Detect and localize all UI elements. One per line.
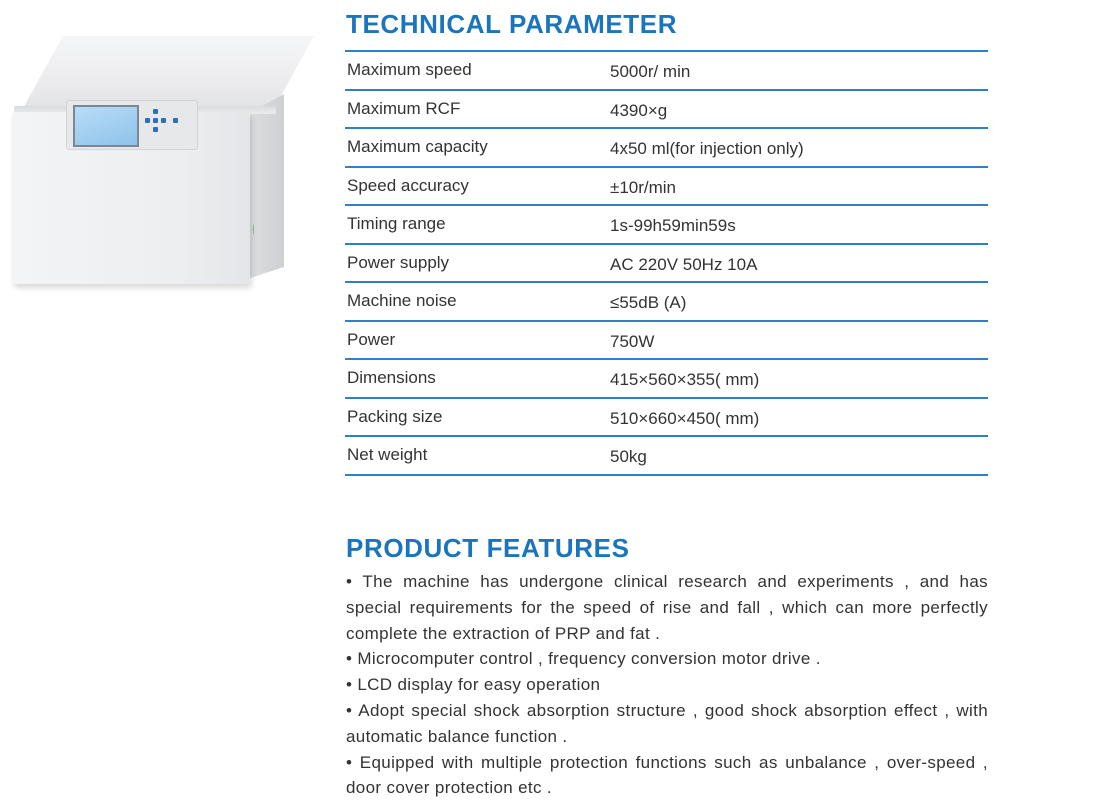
param-label: Net weight — [347, 445, 428, 464]
param-value: 50kg — [610, 447, 647, 466]
param-label: Speed accuracy — [347, 175, 469, 195]
product-features-list — [346, 569, 988, 801]
table-row — [345, 283, 988, 322]
control-panel — [66, 100, 198, 150]
centrifuge-product-image — [10, 34, 306, 259]
param-label: Dimensions — [347, 368, 436, 387]
param-value: 510×660×450( mm) — [610, 408, 760, 428]
param-value: ≤55dB (A) — [610, 293, 687, 312]
key-center-icon — [153, 118, 158, 123]
key-up-icon — [153, 109, 158, 114]
table-row — [345, 360, 988, 399]
product-features-title: PRODUCT FEATURES — [346, 533, 630, 563]
centrifuge-lid — [22, 36, 314, 110]
table-row — [345, 168, 988, 207]
table-row — [345, 245, 988, 284]
table-row — [345, 437, 988, 476]
table-row — [345, 52, 988, 91]
param-value: 415×560×355( mm) — [610, 370, 760, 389]
key-left-icon — [145, 118, 150, 123]
feature-item: • LCD display for easy operation — [346, 675, 601, 695]
side-logo-mark: ⸡ — [250, 224, 255, 234]
param-label: Maximum speed — [347, 60, 472, 79]
param-value: ±10r/min — [610, 177, 677, 197]
lcd-screen — [73, 105, 139, 147]
feature-item: • Equipped with multiple protection functions such as unbalance , over-speed , door cover protection etc . — [346, 752, 988, 798]
param-label: Maximum RCF — [347, 98, 461, 118]
param-value: 1s-99h59min59s — [610, 216, 736, 235]
param-label: Power supply — [347, 252, 450, 272]
centrifuge-side-panel — [250, 94, 284, 278]
table-row — [345, 129, 988, 168]
feature-item: • The machine has undergone clinical research and experiments , and has special requirements for the speed of rise and fall , which can more perfectly complete the extraction of PRP and fat . — [346, 572, 988, 643]
param-label: Packing size — [347, 406, 443, 426]
key-down-icon — [153, 127, 158, 132]
param-value: AC 220V 50Hz 10A — [610, 254, 758, 274]
param-label: Power — [347, 329, 396, 349]
param-value: 5000r/ min — [610, 62, 691, 81]
param-label: Maximum capacity — [347, 137, 488, 156]
table-row — [345, 206, 988, 245]
param-label: Machine noise — [347, 291, 457, 310]
table-row — [345, 399, 988, 438]
param-value: 4390×g — [610, 100, 668, 120]
param-label: Timing range — [347, 214, 446, 233]
param-value: 4x50 ml(for injection only) — [610, 139, 804, 158]
key-right-icon — [161, 118, 166, 123]
feature-item: • Microcomputer control , frequency conversion motor drive . — [346, 649, 821, 669]
technical-parameter-table — [345, 50, 988, 476]
feature-item: • Adopt special shock absorption structure , good shock absorption effect , with automatic balance function . — [346, 700, 988, 746]
technical-parameter-title: TECHNICAL PARAMETER — [346, 9, 678, 39]
table-row — [345, 322, 988, 361]
key-extra-icon — [173, 118, 178, 123]
param-value: 750W — [610, 331, 655, 351]
keypad — [143, 109, 187, 139]
table-row — [345, 91, 988, 130]
